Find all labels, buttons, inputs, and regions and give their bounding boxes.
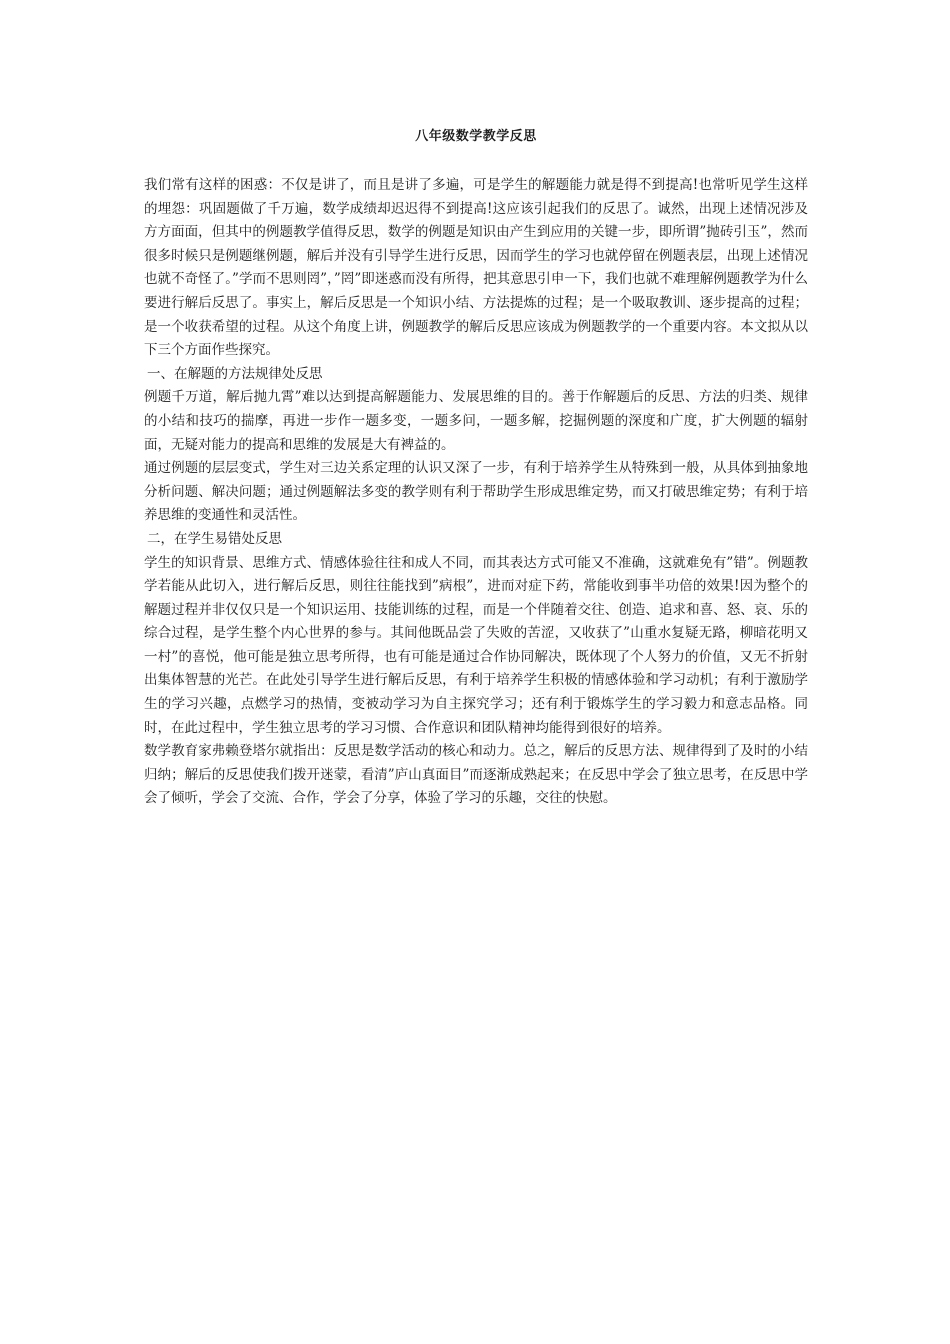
section2-paragraph-1: 学生的知识背景、思维方式、情感体验往往和成人不同，而其表达方式可能又不准确，这就难免有”错”。例题教学若能从此切入，进行解后反思，则往往能找到”病根”，进而对症下药，常能收到事半功倍的效果!因为整个的解题过程并非仅仅只是一个知识运用、技能训练的过程，而是一个伴随着交往、创造、追求和喜、怒、哀、乐的综合过程，是学生整个内心世界的参与。其间他既品尝了失败的苦涩，又收获了”山重水复疑无路，柳暗花明又一村”的喜悦，他可能是独立思考所得，也有可能是通过合作协同解决，既体现了个人努力的价值，又无不折射出集体智慧的光芒。在此处引导学生进行解后反思，有利于培养学生积极的情感体验和学习动机；有利于激励学生的学习兴趣，点燃学习的热情，变被动学习为自主探究学习；还有利于锻炼学生的学习毅力和意志品格。同时，在此过程中，学生独立思考的学习习惯、合作意识和团队精神均能得到很好的培养。 <box>144 554 808 736</box>
document-title: 八年级数学教学反思 <box>415 129 537 144</box>
section-heading-1: 一、在解题的方法规律处反思 <box>147 365 323 382</box>
section2-paragraph-2: 数学教育家弗赖登塔尔就指出：反思是数学活动的核心和动力。总之，解后的反思方法、规律得到了及时的小结归纳；解后的反思使我们拨开迷蒙，看清”庐山真面目”而逐渐成熟起来；在反思中学会了独立思考，在反思中学会了倾听，学会了交流、合作，学会了分享，体验了学习的乐趣，交往的快慰。 <box>144 743 808 807</box>
section1-paragraph-1: 例题千万道，解后抛九霄”难以达到提高解题能力、发展思维的目的。善于作解题后的反思、方法的归类、规律的小结和技巧的揣摩，再进一步作一题多变，一题多问，一题多解，挖掘例题的深度和广度，扩大例题的辐射面，无疑对能力的提高和思维的发展是大有裨益的。 <box>144 389 808 453</box>
document-page <box>144 126 808 811</box>
section1-paragraph-2: 通过例题的层层变式，学生对三边关系定理的认识又深了一步，有利于培养学生从特殊到一般，从具体到抽象地分析问题、解决问题；通过例题解法多变的教学则有利于帮助学生形成思维定势，而又打破思维定势；有利于培养思维的变通性和灵活性。 <box>144 460 808 524</box>
intro-paragraph: 我们常有这样的困惑：不仅是讲了，而且是讲了多遍，可是学生的解题能力就是得不到提高!也常听见学生这样的埋怨：巩固题做了千万遍，数学成绩却迟迟得不到提高!这应该引起我们的反思了。诚然，出现上述情况涉及方方面面，但其中的例题教学值得反思，数学的例题是知识由产生到应用的关键一步，即所谓”抛砖引玉”，然而很多时候只是例题继例题，解后并没有引导学生进行反思，因而学生的学习也就停留在例题表层，出现上述情况也就不奇怪了。”学而不思则罔”，”罔”即迷惑而没有所得，把其意思引申一下，我们也就不难理解例题教学为什么要进行解后反思了。事实上，解后反思是一个知识小结、方法提炼的过程；是一个吸取教训、逐步提高的过程；是一个收获希望的过程。从这个角度上讲，例题教学的解后反思应该成为例题教学的一个重要内容。本文拟从以下三个方面作些探究。 <box>144 177 808 359</box>
section-heading-2: 二，在学生易错处反思 <box>147 530 282 547</box>
